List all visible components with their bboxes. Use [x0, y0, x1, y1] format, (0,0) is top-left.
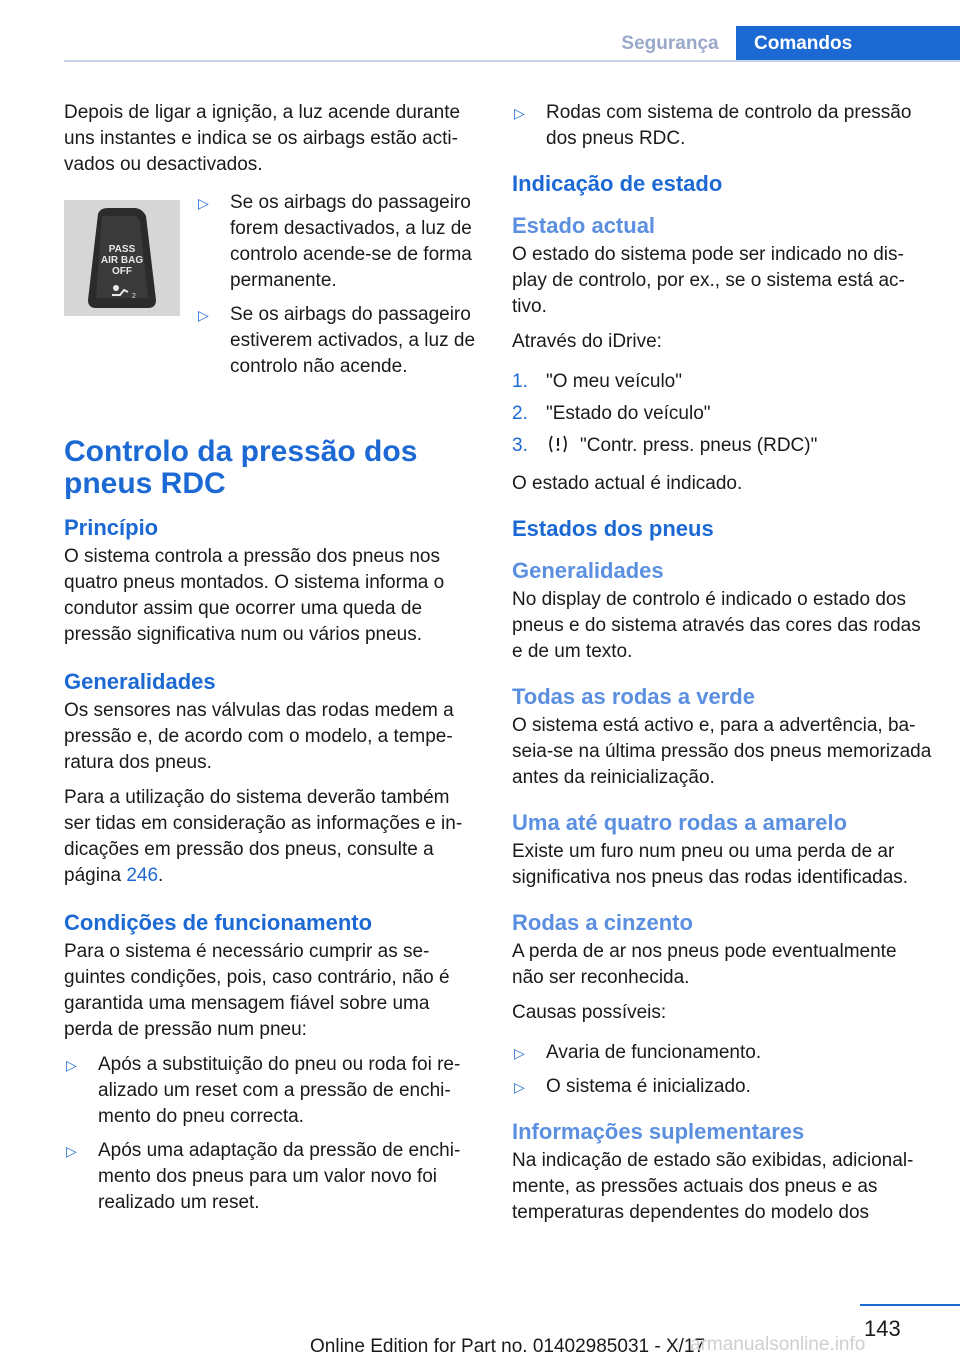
condicoes-bullet-list	[64, 1052, 480, 1216]
triangle-right-icon: ▷	[198, 195, 209, 211]
cinzento-paragraph: A perda de ar nos pneus pode eventualmente não ser reconhecida.	[512, 941, 897, 988]
left-column	[64, 100, 480, 1225]
verde-paragraph: O sistema está activo e, para a advertência, baseia-se na última pressão dos pneus memorizada antes da reinicialização.	[512, 715, 932, 788]
triangle-right-icon: ▷	[66, 1143, 77, 1159]
svg-text:OFF: OFF	[112, 266, 132, 277]
estado-actual-paragraph: O estado do sistema pode ser indicado no display de controlo, por ex., se o sistema está activo.	[512, 244, 905, 317]
footer-divider	[860, 1304, 960, 1306]
heading-info: Informações suplementares	[512, 1119, 805, 1144]
gen-paragraph: No display de controlo é indicado o estado dos pneus e do sistema através das cores das rodas e de um texto.	[512, 589, 921, 662]
airbag-bullet-list	[196, 190, 486, 388]
list-item: ▷ O sistema é inicializado.	[512, 1074, 932, 1100]
heading-verde: Todas as rodas a verde	[512, 684, 755, 709]
rdc-bullet-list	[512, 100, 932, 152]
svg-text:2: 2	[132, 293, 136, 300]
heading-generalidades-right: Generalidades	[512, 558, 664, 583]
heading-indicacao: Indicação de estado	[512, 171, 723, 196]
right-column	[512, 100, 932, 1235]
principio-paragraph: O sistema controla a pressão dos pneus nos quatro pneus montados. O sistema informa o condutor assim que ocorrer uma queda de pressão significativa num ou vários pneus.	[64, 546, 445, 645]
passenger-airbag-off-icon	[64, 200, 180, 316]
triangle-right-icon: ▷	[514, 1045, 525, 1061]
tab-comandos-label: Comandos	[754, 33, 853, 54]
tab-comandos[interactable]	[736, 26, 960, 62]
generalidades-paragraph-1: Os sensores nas válvulas das rodas medem a pressão e, de acordo com o modelo, a temperatura dos pneus.	[64, 700, 454, 773]
section-title: Controlo da pressão dos pneus RDC	[64, 435, 418, 500]
estado-indicado-paragraph: O estado actual é indicado.	[512, 473, 743, 494]
page-header	[0, 0, 960, 62]
triangle-right-icon: ▷	[198, 307, 209, 323]
heading-condicoes: Condições de funcionamento	[64, 910, 373, 935]
list-item: ▷ Avaria de funcionamento.	[512, 1040, 932, 1066]
tab-seguranca[interactable]: Segurança	[621, 33, 719, 54]
condicoes-paragraph: Para o sistema é necessário cumprir as seguintes condições, pois, caso contrário, não é garantida uma mensagem fiável sobre uma perda de pressão num pneu:	[64, 941, 450, 1040]
page-link[interactable]: 246	[126, 865, 159, 886]
heading-estados-pneus: Estados dos pneus	[512, 516, 714, 541]
heading-cinzento: Rodas a cinzento	[512, 910, 693, 935]
watermark: armanualsonline.info	[690, 1334, 866, 1355]
heading-estado-actual: Estado actual	[512, 213, 656, 238]
svg-text:PASS: PASS	[108, 244, 136, 255]
list-item: ▷ Se os airbags do passageiro estiverem activados, a luz de controlo não acende.	[198, 304, 476, 377]
triangle-right-icon: ▷	[66, 1057, 77, 1073]
list-item: ▷ Rodas com sistema de controlo da pressão dos pneus RDC.	[514, 102, 912, 149]
heading-principio: Princípio	[64, 515, 159, 540]
heading-generalidades: Generalidades	[64, 669, 216, 694]
amarelo-paragraph: Existe um furo num pneu ou uma perda de ar significativa nos pneus das rodas identificadas.	[512, 841, 909, 888]
triangle-right-icon: ▷	[514, 1079, 525, 1095]
airbag-indicator-image	[64, 200, 180, 316]
list-item: ▷ Se os airbags do passageiro forem desactivados, a luz de controlo acende-se de forma permanente.	[198, 192, 472, 291]
causas-paragraph: Causas possíveis:	[512, 1002, 667, 1023]
list-item: 2. "Estado do veículo"	[512, 403, 711, 424]
triangle-right-icon: ▷	[514, 105, 525, 121]
list-item: 1. "O meu veículo"	[512, 371, 682, 392]
idrive-steps	[512, 369, 932, 462]
list-item: ▷ Após uma adaptação da pressão de enchimento dos pneus para um valor novo foi realizado um reset.	[66, 1140, 461, 1213]
idrive-paragraph: Através do iDrive:	[512, 331, 662, 352]
intro-paragraph: Depois de ligar a ignição, a luz acende durante uns instantes e indica se os airbags estão activados ou desactivados.	[64, 102, 461, 175]
airbag-section	[64, 190, 480, 400]
info-paragraph: Na indicação de estado são exibidas, adicionalmente, as pressões actuais dos pneus e as temperaturas dependentes do modelo dos	[512, 1150, 914, 1223]
edition-footer: Online Edition for Part no. 01402985031 - X/17	[310, 1336, 706, 1357]
tire-pressure-warning-icon	[546, 434, 570, 462]
generalidades-paragraph-2: Para a utilização do sistema deverão também ser tidas em consideração as informações e indicações em pressão dos pneus, consulte a página 246.	[64, 787, 463, 886]
header-divider	[64, 60, 960, 62]
svg-text:AIR BAG: AIR BAG	[100, 255, 144, 266]
heading-amarelo: Uma até quatro rodas a amarelo	[512, 810, 848, 835]
page-number: 143	[864, 1316, 901, 1341]
causas-bullet-list	[512, 1040, 932, 1100]
list-item: 3. "Contr. press. pneus (RDC)"	[512, 433, 932, 462]
list-item: ▷ Após a substituição do pneu ou roda foi realizado um reset com a pressão de enchimento do pneu correcta.	[66, 1054, 461, 1127]
